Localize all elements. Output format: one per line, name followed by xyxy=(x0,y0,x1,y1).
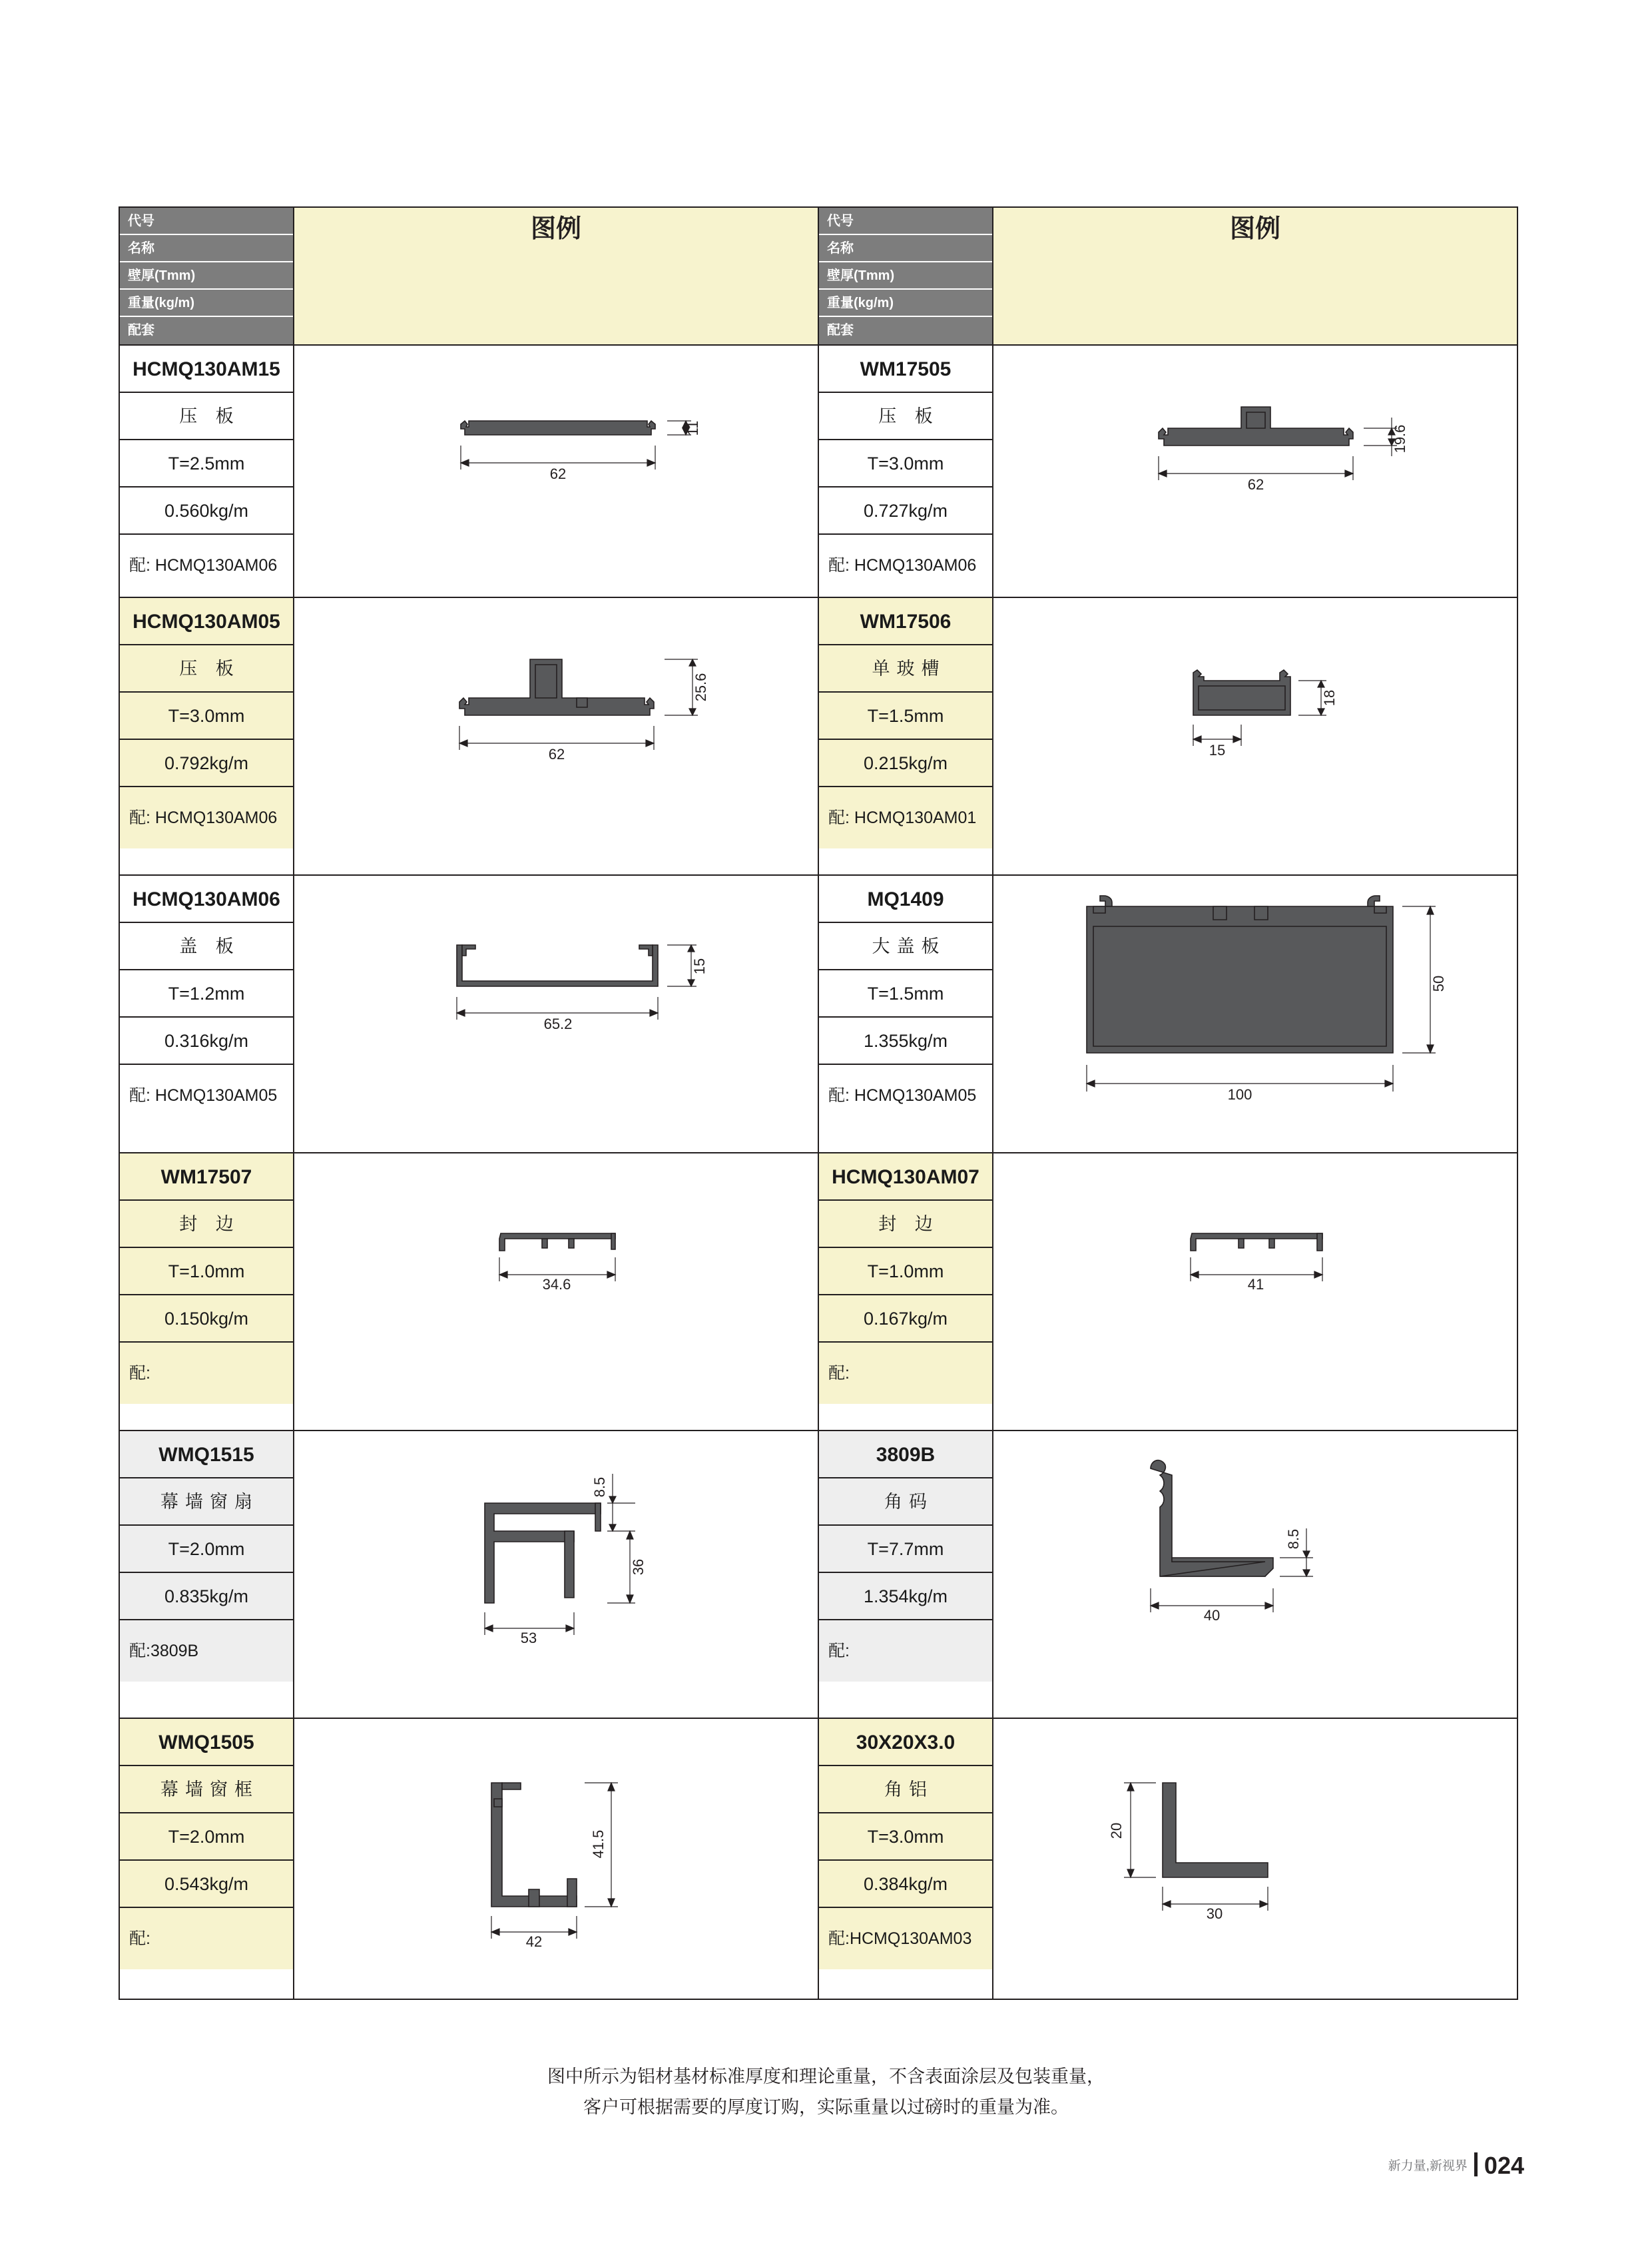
dim-height: 15 xyxy=(691,958,708,975)
dim-width: 40 xyxy=(1203,1607,1221,1624)
profile-code: WM17507 xyxy=(120,1153,293,1201)
figure-cell-wm17505 xyxy=(993,345,1517,597)
dim-width: 15 xyxy=(1209,742,1226,759)
profile-thickness: T=3.0mm xyxy=(120,693,293,740)
profile-name: 角码 xyxy=(819,1478,992,1526)
profile-drawing-hcmq130am07 xyxy=(993,1153,1518,1430)
dim-width: 65.2 xyxy=(543,1016,573,1032)
header-figure-left: 图例 xyxy=(294,207,818,345)
header-label-thickness: 壁厚(Tmm) xyxy=(819,262,992,290)
profile-match: 配: HCMQ130AM06 xyxy=(819,535,992,596)
profile-name: 压 板 xyxy=(120,645,293,693)
header-label-weight: 重量(kg/m) xyxy=(120,290,293,317)
profile-weight: 0.316kg/m xyxy=(120,1018,293,1065)
profile-weight: 1.355kg/m xyxy=(819,1018,992,1065)
profile-drawing-hcmq130am06 xyxy=(294,876,819,1152)
table-row xyxy=(119,345,1517,597)
profile-match: 配: HCMQ130AM06 xyxy=(120,535,293,596)
header-spec-labels-left xyxy=(119,207,294,345)
dim-width: 62 xyxy=(1247,476,1264,493)
profile-name: 角铝 xyxy=(819,1766,992,1813)
profile-name: 盖 板 xyxy=(120,923,293,970)
header-label-weight: 重量(kg/m) xyxy=(819,290,992,317)
dim-height: 50 xyxy=(1430,975,1447,992)
profile-name: 大盖板 xyxy=(819,923,992,970)
spec-cell-wmq1515 xyxy=(119,1431,294,1718)
dim-height: 11 xyxy=(685,420,701,436)
header-label-thickness: 壁厚(Tmm) xyxy=(120,262,293,290)
profile-match: 配: xyxy=(819,1343,992,1404)
profile-thickness: T=2.5mm xyxy=(120,440,293,487)
profile-name: 压 板 xyxy=(819,393,992,440)
profile-thickness: T=3.0mm xyxy=(819,440,992,487)
dim-width: 30 xyxy=(1206,1905,1223,1922)
profile-weight: 0.727kg/m xyxy=(819,487,992,535)
profile-code: WMQ1505 xyxy=(120,1719,293,1766)
footer-divider xyxy=(1474,2152,1478,2176)
profile-thickness: T=1.5mm xyxy=(819,693,992,740)
header-label-code: 代号 xyxy=(120,208,293,235)
profile-thickness: T=1.2mm xyxy=(120,970,293,1018)
header-label-match: 配套 xyxy=(819,317,992,344)
profile-weight: 1.354kg/m xyxy=(819,1573,992,1620)
profile-weight: 0.560kg/m xyxy=(120,487,293,535)
profile-match: 配: xyxy=(819,1620,992,1682)
table-row xyxy=(119,597,1517,875)
profile-match: 配:HCMQ130AM03 xyxy=(819,1908,992,1969)
profile-weight: 0.167kg/m xyxy=(819,1295,992,1343)
figure-cell-hcmq130am05 xyxy=(294,597,818,875)
figure-cell-hcmq130am07 xyxy=(993,1153,1517,1431)
profile-drawing-wm17507 xyxy=(294,1153,819,1430)
dim-height2: 8.5 xyxy=(591,1476,608,1498)
table-row xyxy=(119,1431,1517,1718)
page-footer xyxy=(1388,2152,1524,2178)
figure-cell-mq1409 xyxy=(993,875,1517,1153)
profile-code: WM17506 xyxy=(819,598,992,645)
figure-cell-hcmq130am15 xyxy=(294,345,818,597)
profile-match: 配: HCMQ130AM05 xyxy=(120,1065,293,1126)
profile-code: MQ1409 xyxy=(819,876,992,923)
figure-cell-hcmq130am06 xyxy=(294,875,818,1153)
profile-drawing-hcmq130am05 xyxy=(294,598,819,874)
profile-thickness: T=1.0mm xyxy=(819,1248,992,1295)
spec-cell-hcmq130am15 xyxy=(119,345,294,597)
profile-drawing-wm17506 xyxy=(993,598,1518,874)
dim-height: 41.5 xyxy=(590,1829,607,1859)
figure-cell-30x20x30 xyxy=(993,1718,1517,1999)
dim-width: 41 xyxy=(1247,1276,1264,1293)
header-label-name: 名称 xyxy=(120,235,293,262)
table-row xyxy=(119,1153,1517,1431)
brand-slogan: 新力量,新视界 xyxy=(1388,2159,1468,2173)
profile-drawing-wmq1505 xyxy=(294,1719,819,1999)
profile-code: HCMQ130AM07 xyxy=(819,1153,992,1201)
profile-match: 配: HCMQ130AM05 xyxy=(819,1065,992,1126)
dim-height: 20 xyxy=(1108,1822,1125,1839)
spec-cell-wmq1505 xyxy=(119,1718,294,1999)
profile-code: HCMQ130AM05 xyxy=(120,598,293,645)
header-label-name: 名称 xyxy=(819,235,992,262)
profile-code: HCMQ130AM15 xyxy=(120,346,293,393)
profile-thickness: T=3.0mm xyxy=(819,1813,992,1861)
footnote-line-2: 客户可根据需要的厚度订购，实际重量以过磅时的重量为准。 xyxy=(583,2097,1069,2117)
dim-width: 100 xyxy=(1227,1086,1252,1103)
profile-thickness: T=2.0mm xyxy=(120,1813,293,1861)
footnote xyxy=(0,2061,1652,2122)
header-label-code: 代号 xyxy=(819,208,992,235)
dim-height: 36 xyxy=(630,1558,647,1576)
profile-code: 30X20X3.0 xyxy=(819,1719,992,1766)
dim-height: 18 xyxy=(1321,689,1338,707)
profile-match: 配:3809B xyxy=(120,1620,293,1682)
table-row xyxy=(119,1718,1517,1999)
profile-name: 封 边 xyxy=(120,1201,293,1248)
profile-thickness: T=2.0mm xyxy=(120,1526,293,1573)
header-label-match: 配套 xyxy=(120,317,293,344)
profile-match: 配: xyxy=(120,1343,293,1404)
figure-cell-wm17506 xyxy=(993,597,1517,875)
profile-thickness: T=7.7mm xyxy=(819,1526,992,1573)
table-header-row xyxy=(119,207,1517,345)
figure-cell-wmq1505 xyxy=(294,1718,818,1999)
profile-name: 封 边 xyxy=(819,1201,992,1248)
profile-weight: 0.384kg/m xyxy=(819,1861,992,1908)
spec-cell-wm17507 xyxy=(119,1153,294,1431)
footnote-line-1: 图中所示为铝材基材标准厚度和理论重量，不含表面涂层及包装重量， xyxy=(547,2067,1105,2086)
profile-weight: 0.835kg/m xyxy=(120,1573,293,1620)
profile-name: 压 板 xyxy=(120,393,293,440)
profile-catalog-table xyxy=(119,206,1518,2000)
header-figure-right: 图例 xyxy=(993,207,1517,345)
dim-height: 8.5 xyxy=(1285,1528,1302,1550)
figure-cell-wmq1515 xyxy=(294,1431,818,1718)
profile-name: 幕墙窗扇 xyxy=(120,1478,293,1526)
spec-cell-3809b xyxy=(818,1431,993,1718)
profile-drawing-30x20x30 xyxy=(993,1719,1518,1999)
spec-cell-hcmq130am06 xyxy=(119,875,294,1153)
spec-cell-hcmq130am07 xyxy=(818,1153,993,1431)
spec-cell-30x20x30 xyxy=(818,1718,993,1999)
dim-width: 34.6 xyxy=(542,1276,571,1293)
profile-match: 配: HCMQ130AM01 xyxy=(819,787,992,848)
page-number: 024 xyxy=(1484,2152,1524,2179)
table-row xyxy=(119,875,1517,1153)
profile-thickness: T=1.0mm xyxy=(120,1248,293,1295)
profile-drawing-hcmq130am15 xyxy=(294,346,819,597)
profile-drawing-mq1409 xyxy=(993,876,1518,1152)
spec-cell-hcmq130am05 xyxy=(119,597,294,875)
profile-weight: 0.543kg/m xyxy=(120,1861,293,1908)
profile-code: WM17505 xyxy=(819,346,992,393)
dim-width: 53 xyxy=(520,1630,537,1646)
profile-match: 配: HCMQ130AM06 xyxy=(120,787,293,848)
profile-code: HCMQ130AM06 xyxy=(120,876,293,923)
dim-width: 62 xyxy=(549,466,567,482)
spec-cell-mq1409 xyxy=(818,875,993,1153)
profile-drawing-wm17505 xyxy=(993,346,1518,597)
dim-height: 19.6 xyxy=(1392,424,1408,454)
figure-cell-3809b xyxy=(993,1431,1517,1718)
profile-code: WMQ1515 xyxy=(120,1431,293,1478)
spec-cell-wm17505 xyxy=(818,345,993,597)
dim-width: 42 xyxy=(525,1933,543,1950)
profile-name: 幕墙窗框 xyxy=(120,1766,293,1813)
profile-drawing-3809b xyxy=(993,1431,1518,1718)
profile-weight: 0.792kg/m xyxy=(120,740,293,787)
dim-height: 25.6 xyxy=(692,673,709,702)
profile-code: 3809B xyxy=(819,1431,992,1478)
profile-name: 单玻槽 xyxy=(819,645,992,693)
profile-weight: 0.215kg/m xyxy=(819,740,992,787)
profile-match: 配: xyxy=(120,1908,293,1969)
profile-drawing-wmq1515 xyxy=(294,1431,819,1718)
header-spec-labels-right xyxy=(818,207,993,345)
profile-weight: 0.150kg/m xyxy=(120,1295,293,1343)
figure-cell-wm17507 xyxy=(294,1153,818,1431)
profile-thickness: T=1.5mm xyxy=(819,970,992,1018)
dim-width: 62 xyxy=(548,746,565,763)
spec-cell-wm17506 xyxy=(818,597,993,875)
